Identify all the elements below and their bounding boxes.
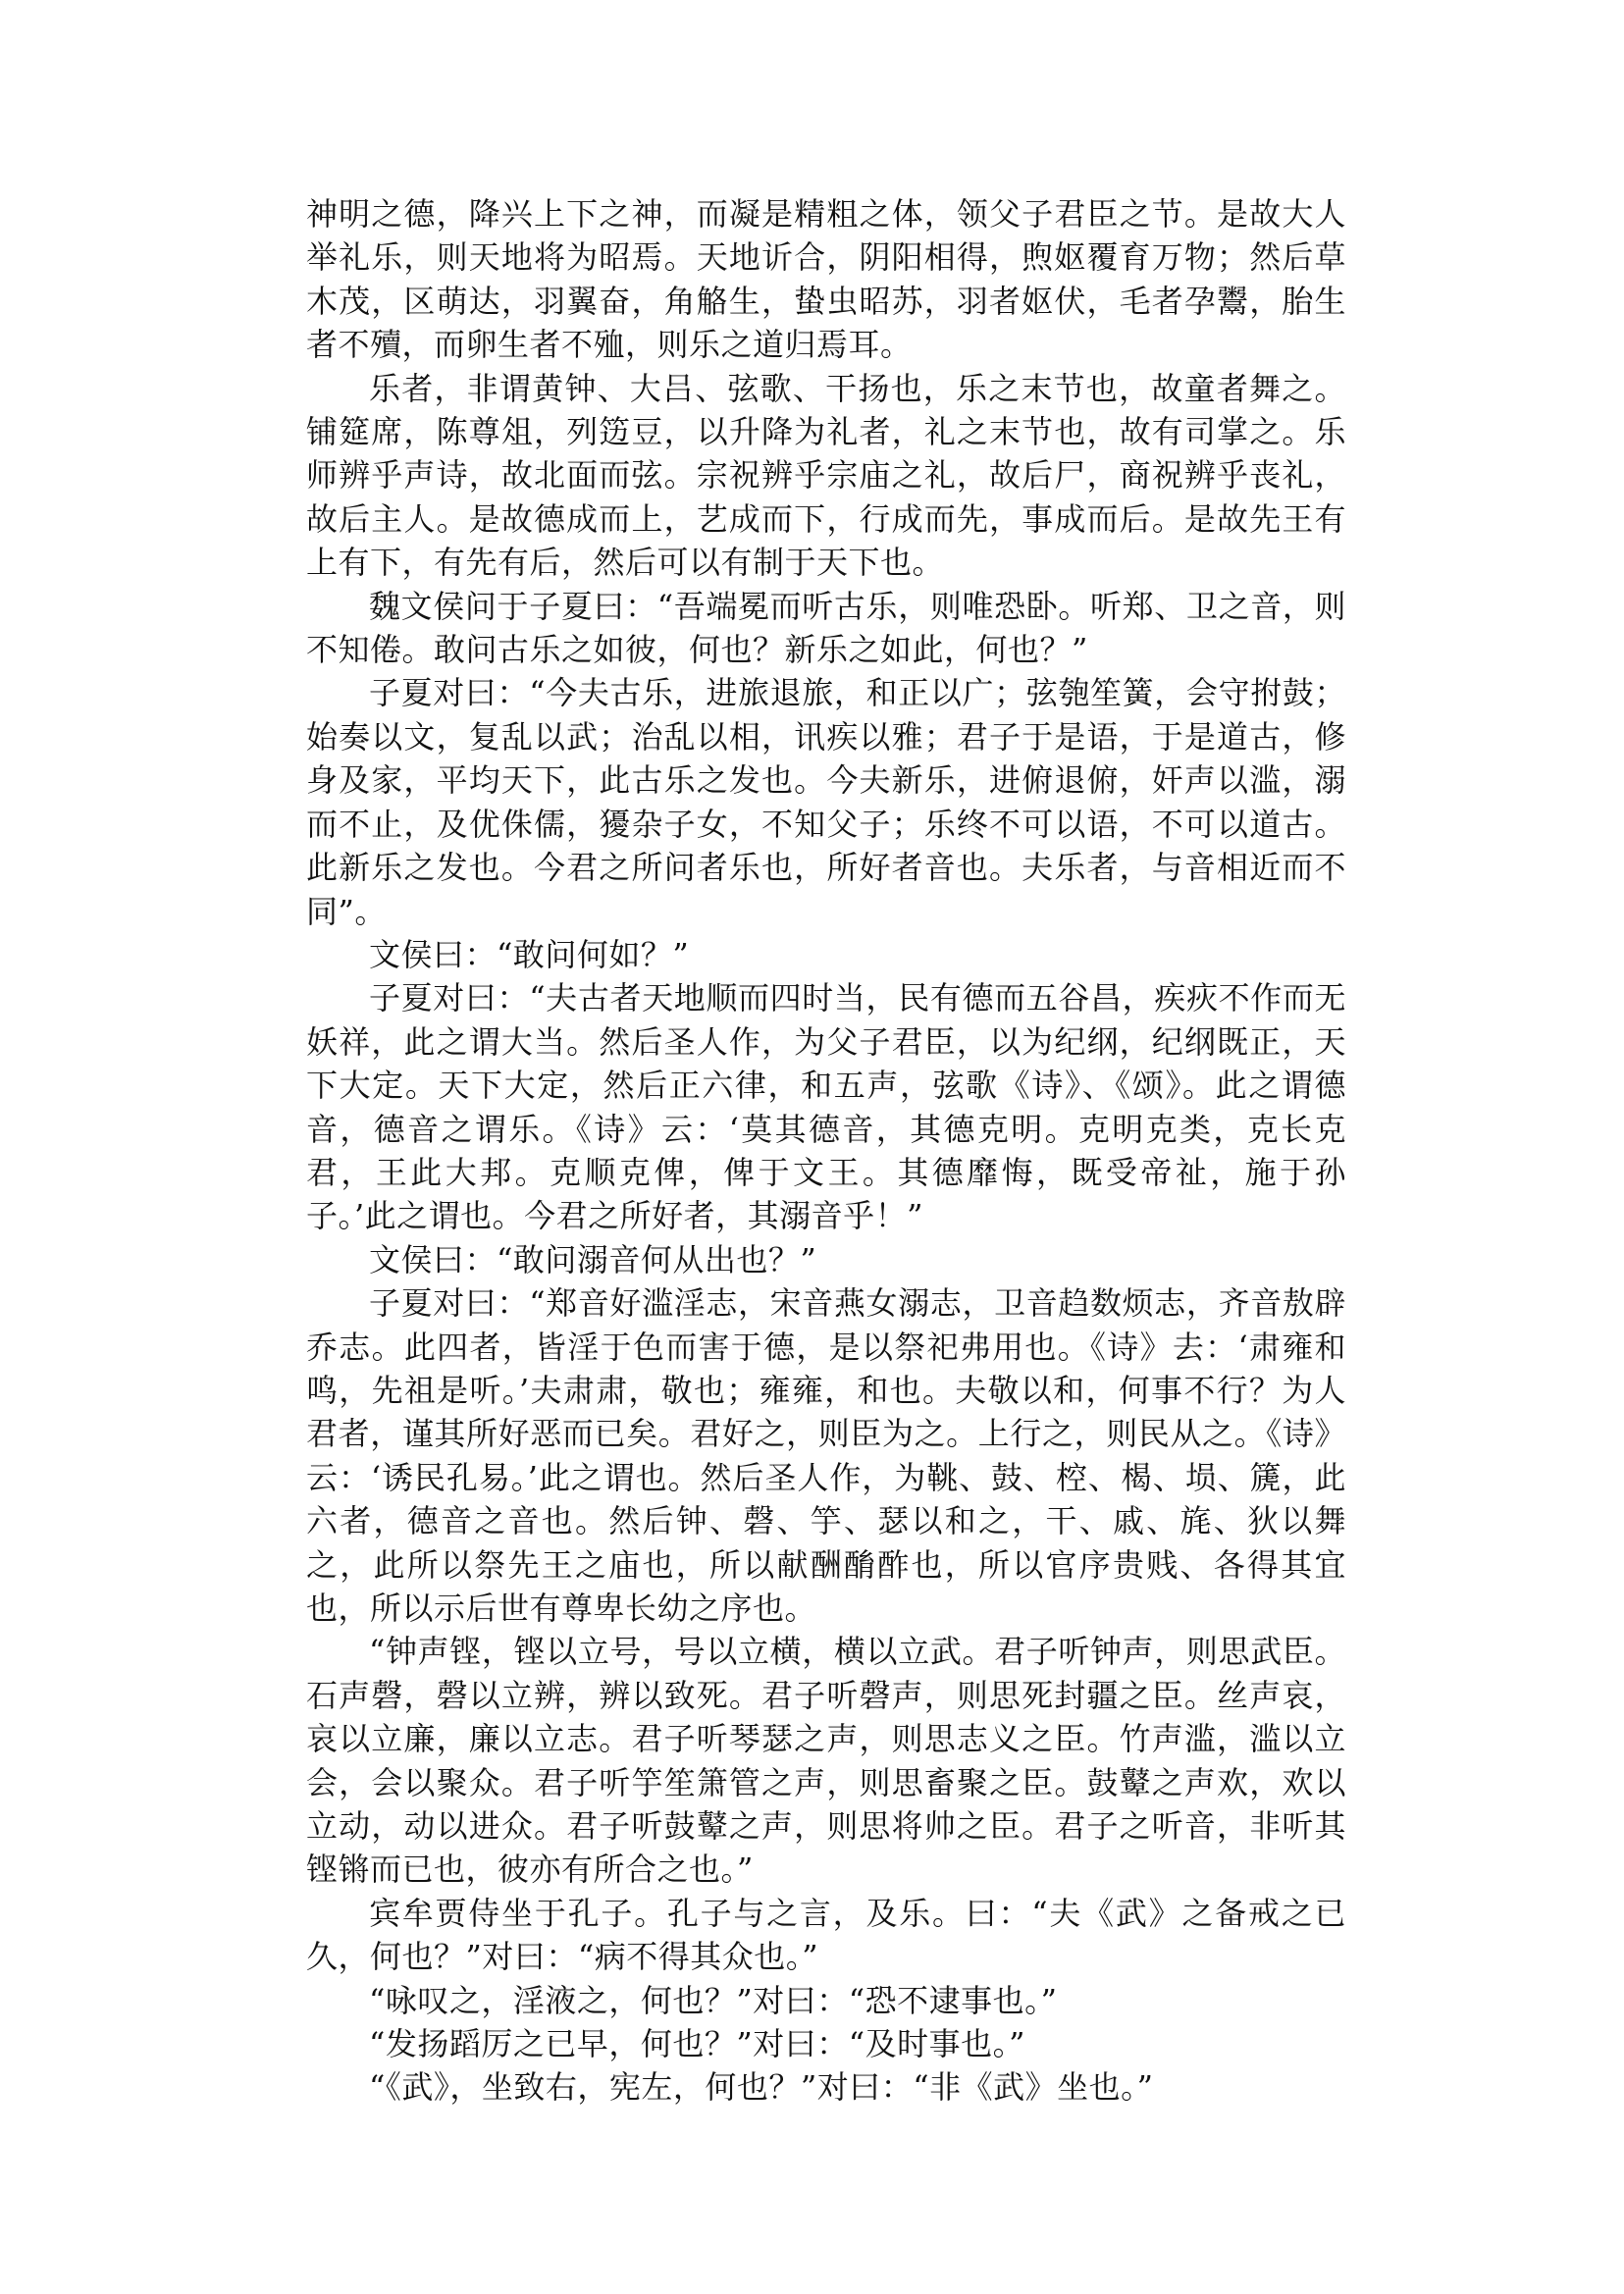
paragraph: 子夏对曰：“夫古者天地顺而四时当，民有德而五谷昌，疾疢不作而无妖祥，此之谓大当。然后圣人作，为父子君臣，以为纪纲，纪纲既正，天下大定。天下大定，然后正六律，和五声，弦歌《诗》、《颂》。此之谓德音，德音之谓乐。《诗》云：‘莫其德音，其德克明。克明克类，克长克君，王此大邦。克顺克俾，俾于文王。其德靡悔，既受帝祉，施于孙子。’此之谓也。今君之所好者，其溺音乎！” xyxy=(306,979,1346,1235)
paragraph: “咏叹之，淫液之，何也？”对曰：“恐不逮事也。” xyxy=(369,1981,1058,2019)
paragraph: 子夏对曰：“郑音好滥淫志，宋音燕女溺志，卫音趋数烦志，齐音敖辟乔志。此四者，皆淫于色而害于德，是以祭祀弗用也。《诗》去：‘肃雍和鸣，先祖是听。’夫肃肃，敬也；雍雍，和也。夫敬以和，何事不行？为人君者，谨其所好恶而已矣。君好之，则臣为之。上行之，则民从之。《诗》云：‘诱民孔易。’此之谓也。然后圣人作，为鞉、鼓、椌、楬、埙、篪，此六者，德音之音也。然后钟、磬、竽、瑟以和之，干、戚、旄、狄以舞之，此所以祭先王之庙也，所以献酬酳酢也，所以官序贵贱、各得其宜也，所以示后世有尊卑长幼之序也。 xyxy=(306,1284,1346,1627)
paragraph: 神明之德，降兴上下之神，而凝是精粗之体，领父子君臣之节。是故大人举礼乐，则天地将为昭焉。天地䜣合，阴阳相得，煦妪覆育万物；然后草木茂，区萌达，羽翼奋，角觡生，蛰虫昭苏，羽者妪伏，毛者孕鬻，胎生者不殰，而卵生者不殈，则乐之道归焉耳。 xyxy=(306,195,1346,364)
paragraph: 宾牟贾侍坐于孔子。孔子与之言，及乐。曰：“夫《武》之备戒之已久，何也？”对曰：“病不得其众也。” xyxy=(306,1894,1346,1976)
document-body xyxy=(306,192,1346,2110)
paragraph: 子夏对曰：“今夫古乐，进旅退旅，和正以广；弦匏笙簧，会守拊鼓；始奏以文，复乱以武；治乱以相，讯疾以雅；君子于是语，于是道古，修身及家，平均天下，此古乐之发也。今夫新乐，进俯退俯，奸声以滥，溺而不止，及优侏儒，獶杂子女，不知父子；乐终不可以语，不可以道古。此新乐之发也。今君之所问者乐也，所好者音也。夫乐者，与音相近而不同”。 xyxy=(306,674,1346,930)
paragraph: 文侯曰：“敢问溺音何从出也？” xyxy=(369,1240,817,1278)
paragraph: 魏文侯问于子夏曰：“吾端冕而听古乐，则唯恐卧。听郑、卫之音，则不知倦。敢问古乐之如彼，何也？新乐之如此，何也？” xyxy=(306,587,1346,669)
paragraph: “发扬蹈厉之已早，何也？”对曰：“及时事也。” xyxy=(369,2025,1025,2063)
paragraph: “钟声铿，铿以立号，号以立横，横以立武。君子听钟声，则思武臣。石声磬，磬以立辨，辨以致死。君子听磬声，则思死封疆之臣。丝声哀，哀以立廉，廉以立志。君子听琴瑟之声，则思志义之臣。竹声滥，滥以立会，会以聚众。君子听竽笙箫管之声，则思畜聚之臣。鼓鼙之声欢，欢以立动，动以进众。君子听鼓鼙之声，则思将帅之臣。君子之听音，非听其铿锵而已也，彼亦有所合之也。” xyxy=(306,1633,1346,1889)
paragraph: 乐者，非谓黄钟、大吕、弦歌、干扬也，乐之末节也，故童者舞之。铺筵席，陈尊俎，列笾豆，以升降为礼者，礼之末节也，故有司掌之。乐师辨乎声诗，故北面而弦。宗祝辨乎宗庙之礼，故后尸，商祝辨乎丧礼，故后主人。是故德成而上，艺成而下，行成而先，事成而后。是故先王有上有下，有先有后，然后可以有制于天下也。 xyxy=(306,369,1346,582)
paragraph: “《武》，坐致右，宪左，何也？”对曰：“非《武》坐也。” xyxy=(369,2068,1154,2107)
paragraph: 文侯曰：“敢问何如？” xyxy=(369,935,690,973)
